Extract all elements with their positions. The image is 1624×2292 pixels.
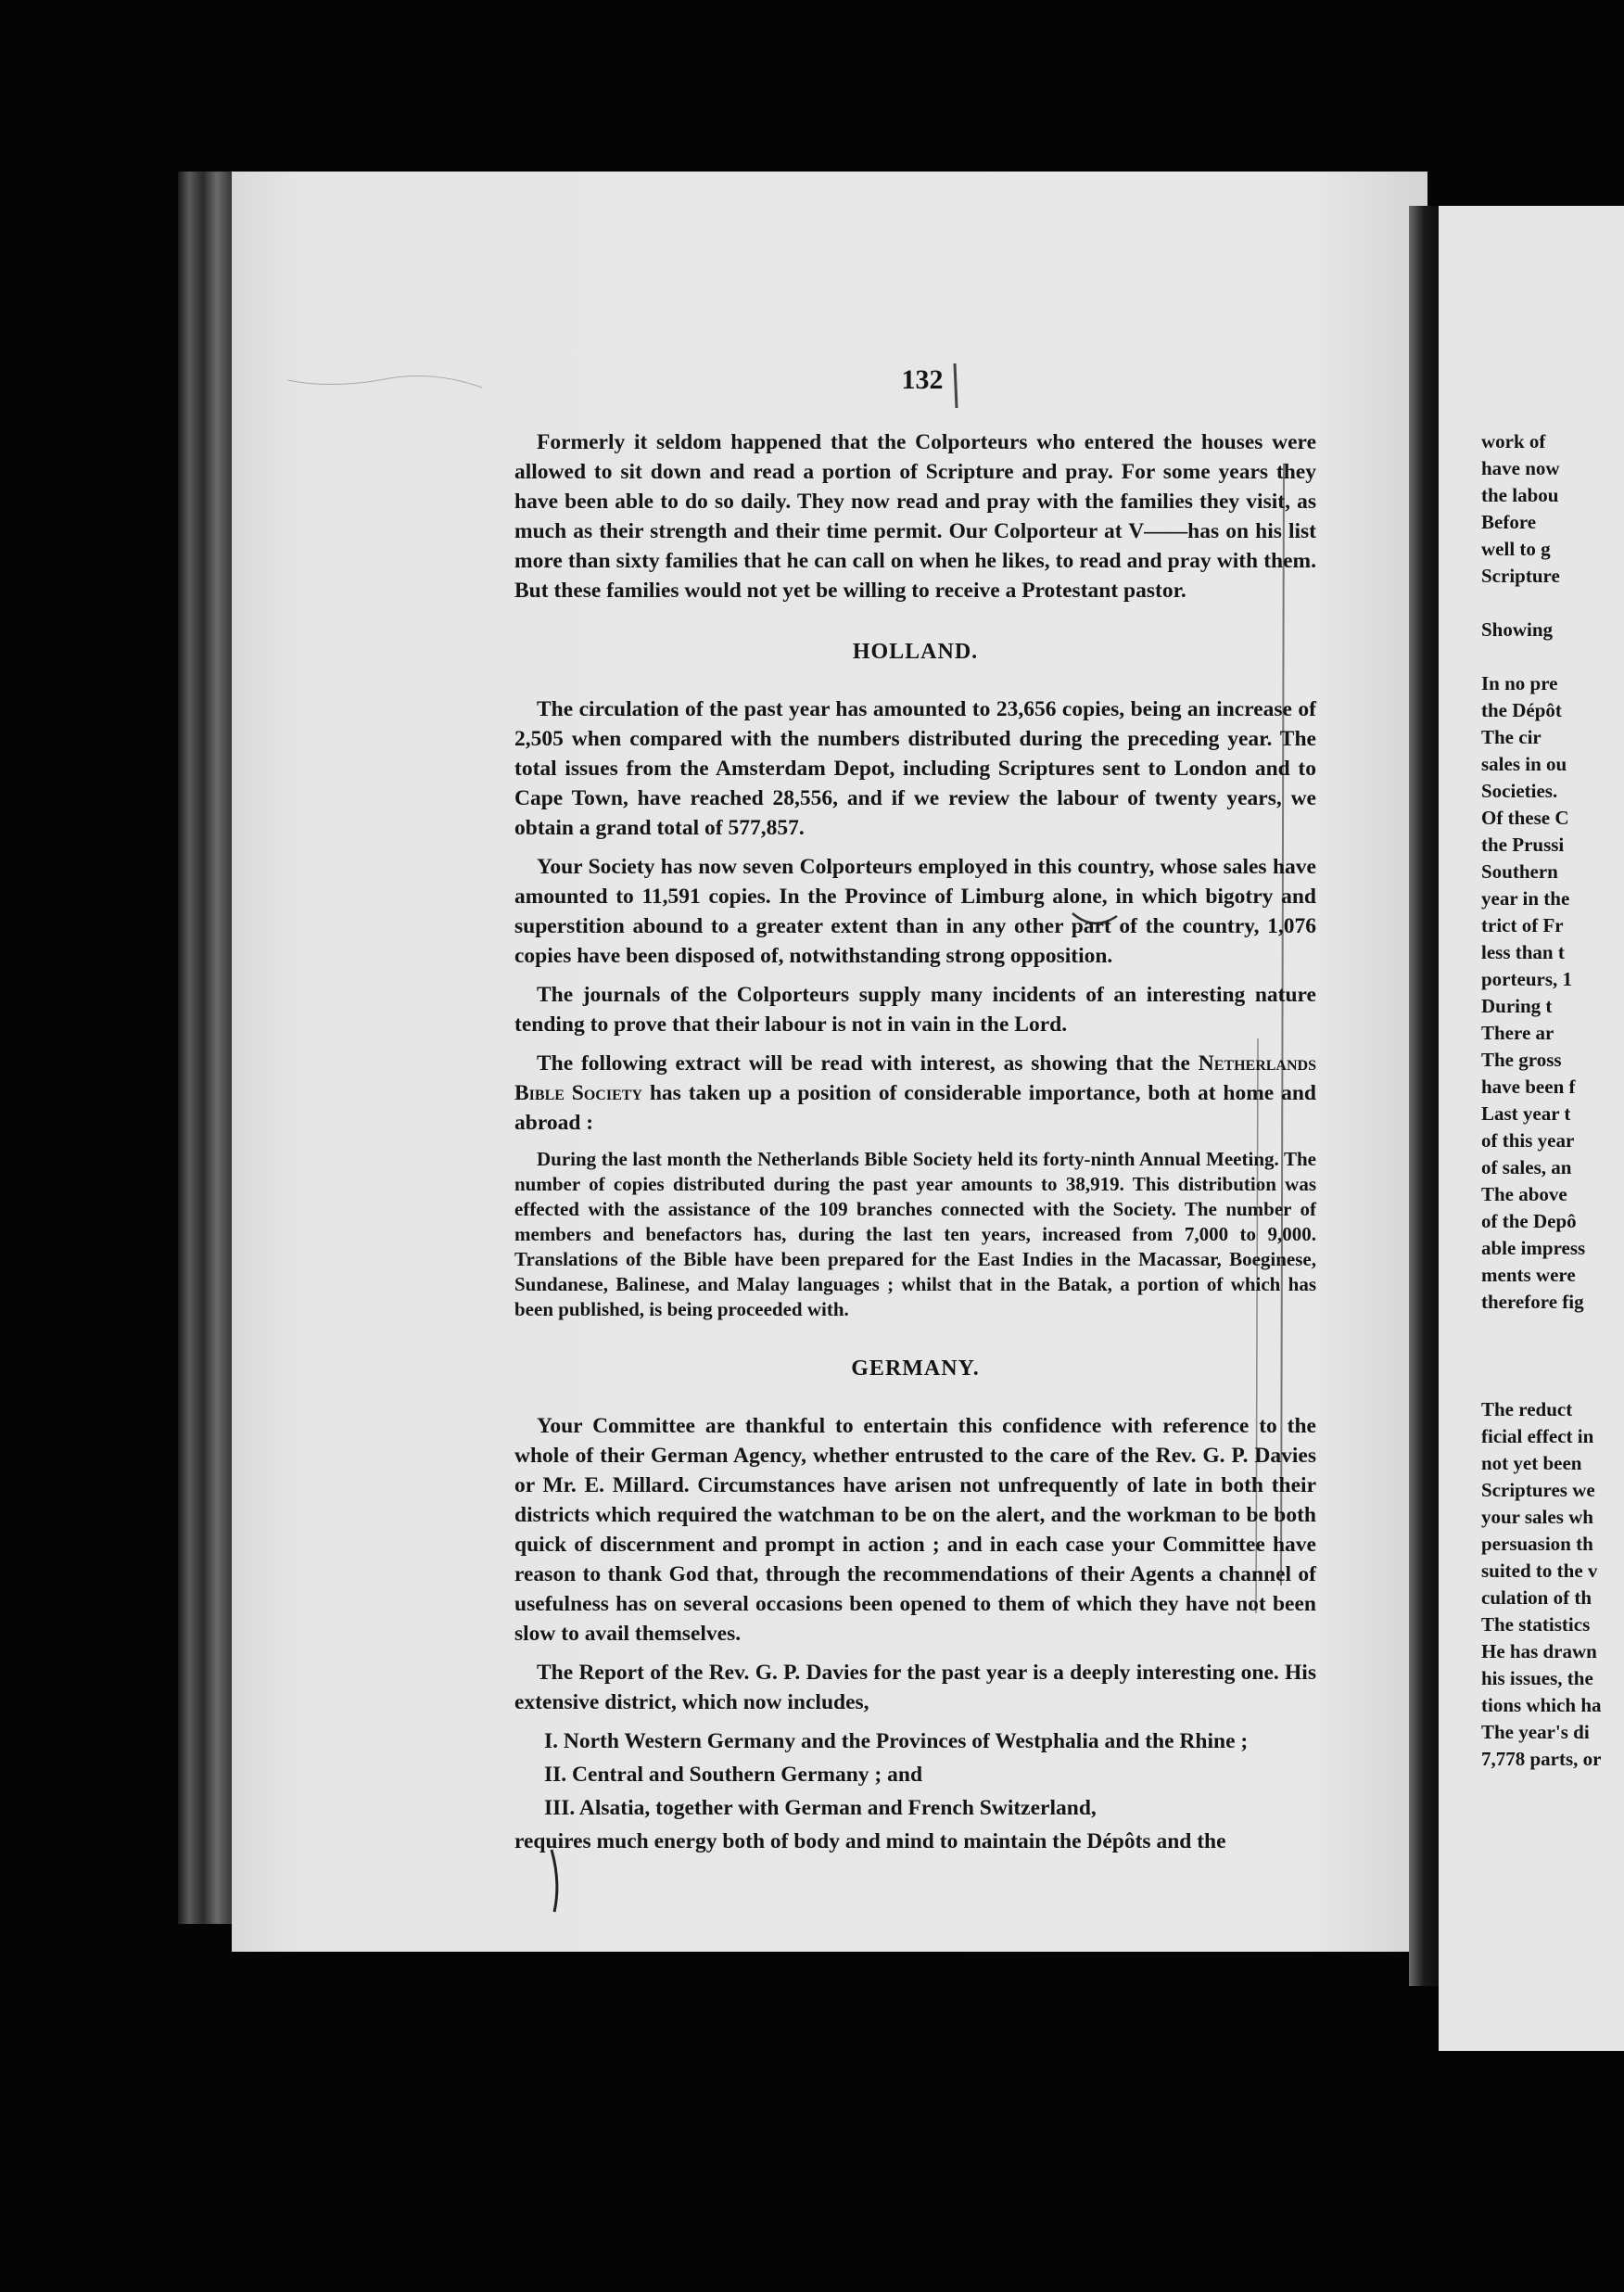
right-page-line: The above <box>1481 1183 1567 1205</box>
germany-paragraph-1: Your Committee are thankful to entertain this confidence with reference to the whole of their German Agency, whether entrusted to the care of the Rev. G. P. Davies or Mr. E. Millard. Circumstances have arisen not unfrequently of late in both their districts which required the watchman to be on the alert, and the workman to be both quick of discernment and prompt in action ; and in each case your Committee have reason to thank God that, through the recommendations of their Agents a channel of usefulness has on several occasions been opened to them of which they have not been slow to avail themselves. <box>514 1414 1316 1646</box>
right-page-line: of sales, an <box>1481 1156 1572 1178</box>
right-page-line: persuasion th <box>1481 1533 1593 1555</box>
right-page-line: well to g <box>1481 538 1551 560</box>
right-page-line: ficial effect in <box>1481 1425 1594 1447</box>
right-page-line: the Dépôt <box>1481 699 1562 721</box>
right-page-line: In no pre <box>1481 672 1558 694</box>
netherlands-quote: During the last month the Netherlands Bible Society held its forty-ninth Annual Meeting. The number of copies distributed during the past year amounts to 38,919. This distribution was effected with the assistance of the 109 branches connected with the Society. The number of members and benefactors has, during the last ten years, increased from 7,000 to 9,000. Translations of the Bible have been prepared for the East Indies in the Macassar, Boeginese, Sundanese, Balinese, and Malay languages ; whilst that in the Batak, a portion of which has been published, is being proceeded with. <box>514 1148 1316 1320</box>
district-list-item: III. Alsatia, together with German and French Switzerland, <box>544 1796 1097 1820</box>
right-page-line: culation of th <box>1481 1586 1592 1609</box>
right-page-line: During t <box>1481 995 1553 1017</box>
right-page-line: the labou <box>1481 484 1559 506</box>
right-page-line <box>1481 643 1624 670</box>
right-page-line: Scripture <box>1481 565 1560 587</box>
right-page-line: trict of Fr <box>1481 914 1564 936</box>
main-text <box>514 427 1316 1865</box>
district-list-item: II. Central and Southern Germany ; and <box>544 1763 923 1787</box>
right-page-line: your sales wh <box>1481 1506 1593 1528</box>
right-page-line: The year's di <box>1481 1721 1590 1743</box>
district-list-item: I. North Western Germany and the Provinces of Westphalia and the Rhine ; <box>544 1729 1249 1753</box>
right-page-line: The reduct <box>1481 1398 1573 1420</box>
intro-paragraph: Formerly it seldom happened that the Colporteurs who entered the houses were allowed to sit down and read a portion of Scripture and pray. For some years they have been able to do so daily. They now read and pray with the families they visit, as much as their strength and their time permit. Our Colporteur at V——has on his list more than sixty families that he can call on when he likes, to read and pray with them. But these families would not yet be willing to receive a Protestant pastor. <box>514 430 1316 603</box>
holland-paragraph-3: The journals of the Colporteurs supply many incidents of an interesting nature tending to prove that their labour is not in vain in the Lord. <box>514 983 1316 1037</box>
holland-paragraph-4 <box>514 1049 1316 1138</box>
right-page-line <box>1481 590 1624 617</box>
district-list <box>514 1726 1316 1823</box>
right-page-line: 7,778 parts, or <box>1481 1748 1602 1770</box>
right-page-line <box>1481 1343 1624 1369</box>
right-page-line: Showing <box>1481 618 1554 641</box>
right-page-line: of the Depô <box>1481 1210 1577 1232</box>
right-page-line: The gross <box>1481 1049 1562 1071</box>
germany-heading: GERMANY. <box>851 1356 980 1381</box>
right-page-line <box>1481 1316 1624 1343</box>
right-page-line: less than t <box>1481 941 1565 963</box>
page-number: 132 <box>901 364 944 395</box>
right-page-text <box>1481 428 1624 1773</box>
right-page-line: year in the <box>1481 887 1570 910</box>
right-page-line <box>1481 1369 1624 1396</box>
right-page-line: have been f <box>1481 1076 1576 1098</box>
holland-paragraph-2: Your Society has now seven Colporteurs employed in this country, whose sales have amounted to 11,591 copies. In the Province of Limburg alone, in which bigotry and superstition abound to a greater extent than in any other part of the country, 1,076 copies have been disposed of, notwithstanding strong opposition. <box>514 855 1316 968</box>
right-page-line: The cir <box>1481 726 1542 748</box>
right-page-line: of this year <box>1481 1129 1575 1152</box>
right-page-line: Of these C <box>1481 807 1569 829</box>
germany-paragraph-2: The Report of the Rev. G. P. Davies for the past year is a deeply interesting one. His extensive district, which now includes, <box>514 1661 1316 1714</box>
right-page-line: the Prussi <box>1481 834 1565 856</box>
holland-paragraph-4-before: The following extract will be read with interest, as showing that the <box>537 1051 1190 1076</box>
right-page-line: porteurs, 1 <box>1481 968 1572 990</box>
right-page-line: There ar <box>1481 1022 1554 1044</box>
right-page-line: ments were <box>1481 1264 1576 1286</box>
right-page-line: Societies. <box>1481 780 1558 802</box>
right-page-line: tions which ha <box>1481 1694 1602 1716</box>
right-page-line: Before <box>1481 511 1537 533</box>
right-page-line: work of <box>1481 430 1546 452</box>
holland-paragraph-1: The circulation of the past year has amounted to 23,656 copies, being an increase of 2,505 when compared with the numbers distributed during the preceding year. The total issues from the Amsterdam Depot, including Scriptures sent to London and to Cape Town, have reached 28,556, and if we review the labour of twenty years, we obtain a grand total of 577,857. <box>514 697 1316 840</box>
right-page-line: Southern <box>1481 860 1558 883</box>
right-page-line: not yet been <box>1481 1452 1582 1474</box>
holland-heading: HOLLAND. <box>852 640 979 664</box>
holland-paragraph-4-after: has taken up a position of considerable importance, both at home and abroad : <box>514 1081 1316 1135</box>
right-page-line: suited to the v <box>1481 1560 1598 1582</box>
book-edge <box>178 172 234 1924</box>
page-gutter <box>1409 206 1442 1986</box>
right-page-line: his issues, the <box>1481 1667 1593 1689</box>
right-page-line: Scriptures we <box>1481 1479 1595 1501</box>
society-name: Netherlands Bible Society <box>514 1051 1316 1105</box>
right-page-line: The statistics <box>1481 1613 1591 1636</box>
right-page-line: sales in ou <box>1481 753 1567 775</box>
right-page-line: He has drawn <box>1481 1640 1597 1662</box>
germany-paragraph-3: requires much energy both of body and mind to maintain the Dépôts and the <box>514 1829 1226 1853</box>
right-page-line: Last year t <box>1481 1102 1571 1125</box>
right-page-line: have now <box>1481 457 1560 479</box>
right-page-line: therefore fig <box>1481 1291 1584 1313</box>
right-page-line: able impress <box>1481 1237 1586 1259</box>
